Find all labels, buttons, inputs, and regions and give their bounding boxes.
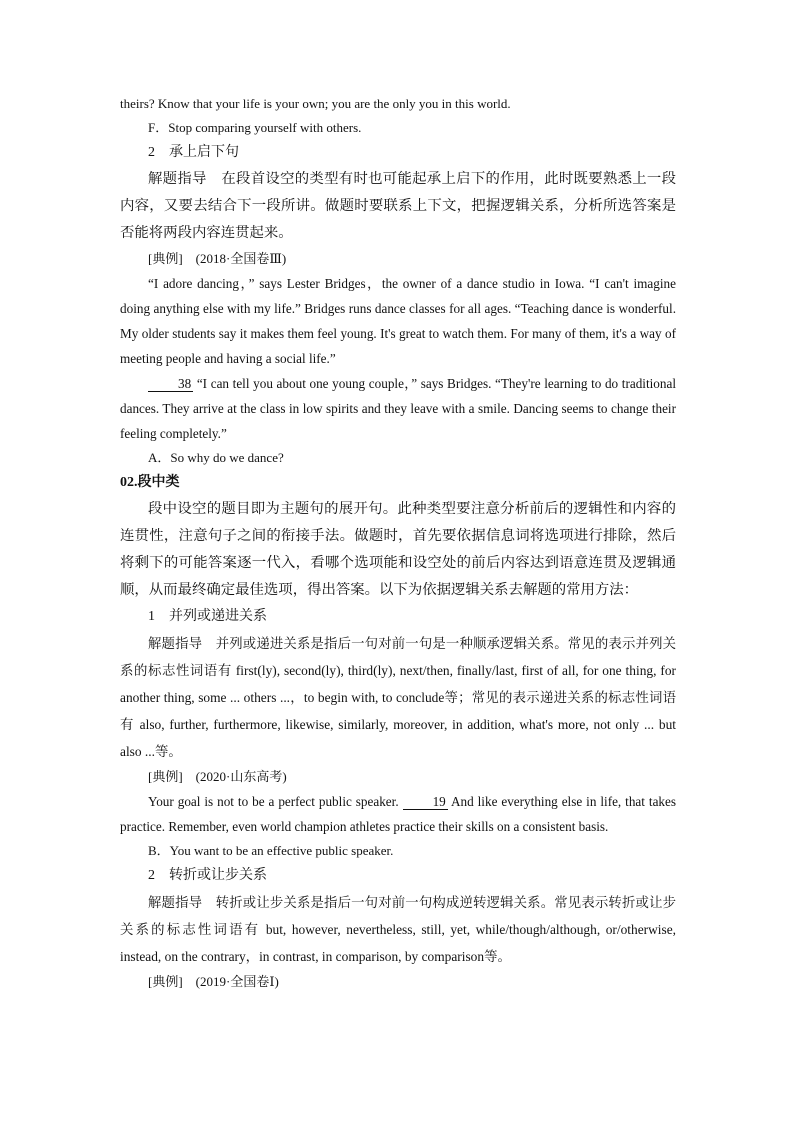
section-intro-mid-paragraph: 段中设空的题目即为主题句的展开句。此种类型要注意分析前后的逻辑性和内容的连贯性，注意句子之间的衔接手法。做题时，首先要依据信息词将选项进行排除，然后将剩下的可能答案逐一代入，看哪个选项能和设空处的前后内容达到语意连贯及逻辑通顺，从而最终确定最佳选项，得出答案。以下为依据逻辑关系去解题的常用方法： bbox=[120, 501, 676, 598]
subsection-heading-transition: 2 承上启下句 bbox=[148, 145, 239, 160]
subsection-heading-parallel: 1 并列或递进关系 bbox=[148, 609, 267, 624]
example-passage-couple bbox=[120, 371, 676, 446]
solving-guide-transition: 解题指导 在段首设空的类型有时也可能起承上启下的作用，此时既要熟悉上一段内容，又要去结合下一段所讲。做题时要联系上下文，把握逻辑关系，分析所选答案是否能将两段内容连贯起来。 bbox=[120, 171, 676, 241]
example-passage-speaker bbox=[120, 789, 676, 839]
answer-option-b: B．You want to be an effective public speaker. bbox=[148, 843, 394, 858]
solving-guide-parallel: 解题指导 并列或递进关系是指后一句对前一句是一种顺承逻辑关系。常见的表示并列关系的标志性词语有 first(ly), second(ly), third(ly), next/then, finally/last, first of all, for one thing, for another thing, some ... others ...，to begin with, to conclude等；常见的表示递进关系的标志性词语有 also, further, furthermore, likewise, similarly, moreover, in addition, what's more, not only ... but also ...等。 bbox=[120, 636, 676, 759]
passage-speaker-start: Your goal is not to be a perfect public speaker. bbox=[148, 794, 399, 809]
example-label-2018: [典例] (2018·全国卷Ⅲ) bbox=[148, 251, 287, 266]
answer-option-a: A．So why do we dance? bbox=[148, 450, 284, 465]
example-passage-dance: “I adore dancing，” says Lester Bridges，the owner of a dance studio in Iowa. “I can't imagine doing anything else with my life.” Bridges runs dance classes for all ages. “Teaching dance is wonderful. My older students say it makes them feel young. It's great to watch them. For many of them, it's a way of meeting people and having a social life.” bbox=[120, 276, 676, 366]
subsection-heading-contrast: 2 转折或让步关系 bbox=[148, 868, 267, 883]
section-heading-mid-paragraph: 02.段中类 bbox=[120, 475, 180, 490]
passage-couple-text: “I can tell you about one young couple，” says Bridges. “They're learning to do traditional dances. They arrive at the class in low spirits and they leave with a smile. Dancing seems to change their feeling completely.” bbox=[120, 376, 676, 441]
answer-blank-19: 19 bbox=[403, 795, 448, 810]
example-label-2019: [典例] (2019·全国卷Ⅰ) bbox=[148, 974, 279, 989]
document-page bbox=[120, 92, 676, 994]
continued-text: theirs? Know that your life is your own; you are the only you in this world. bbox=[120, 96, 511, 111]
solving-guide-contrast: 解题指导 转折或让步关系是指后一句对前一句构成逆转逻辑关系。常见表示转折或让步关系的标志性词语有 but, however, nevertheless, still, yet, while/though/although, or/otherwise, instead, on the contrary，in contrast, in comparison, by comparison等。 bbox=[120, 895, 676, 964]
answer-blank-38: 38 bbox=[148, 377, 193, 392]
passage-speaker-end: And like everything else in life, that takes practice. Remember, even world champion athletes practice their skills on a consistent basis. bbox=[120, 794, 676, 834]
option-f: F．Stop comparing yourself with others. bbox=[148, 120, 362, 135]
example-label-2020: [典例] (2020·山东高考) bbox=[148, 769, 287, 784]
